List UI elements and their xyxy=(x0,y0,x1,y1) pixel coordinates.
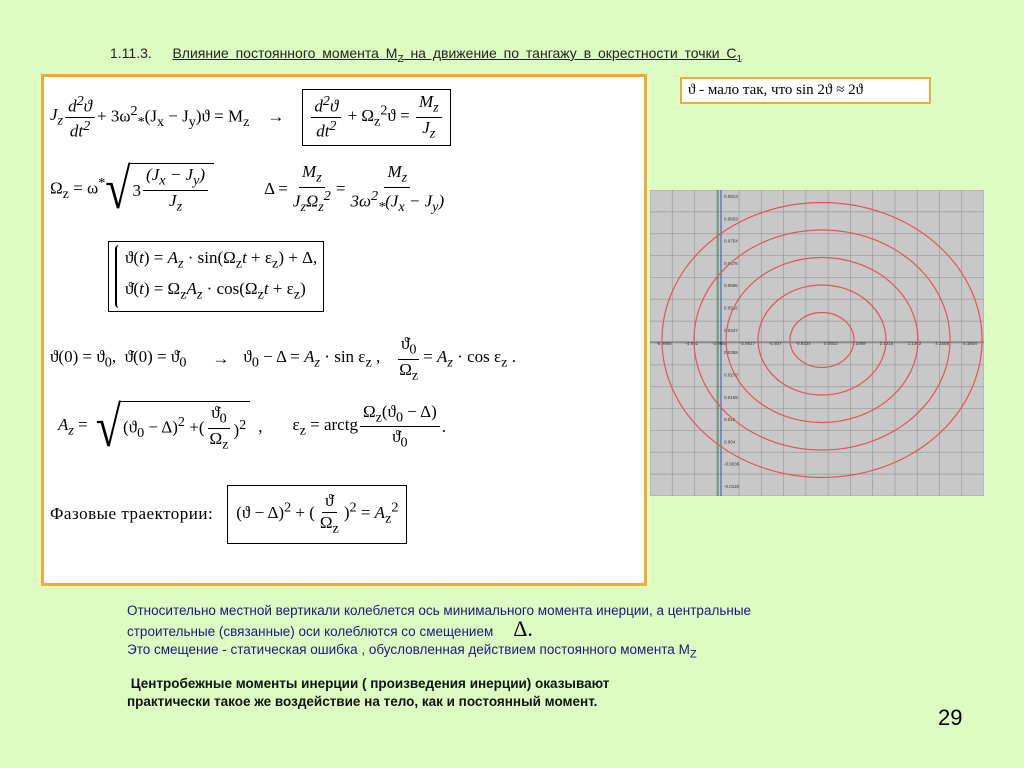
x-tick-label: -1.937 xyxy=(768,341,782,346)
small-angle-note: ϑ - мало так, что sin 2ϑ ≈ 2ϑ xyxy=(680,77,931,104)
page-number: 29 xyxy=(938,705,963,730)
bold-paragraph xyxy=(127,675,827,711)
x-tick-label: -4.981 xyxy=(685,341,699,346)
equation-of-motion: $J_z$ $\frac{d^2ϑ}{dt^2}$ + $3\omega^2_*(J_x - J_y)ϑ = M_z$ → $\frac{d^2ϑ}{dt^2}$ + $\Omega_z^2ϑ$ = $\frac{M_z}{J_z}$ xyxy=(50,89,451,146)
normalized-equation: $\frac{d^2ϑ}{dt^2}$ + $\Omega_z^2ϑ$ = $\frac{M_z}{J_z}$ xyxy=(302,89,450,146)
solution-system xyxy=(108,241,324,312)
y-tick-label: 0.012 xyxy=(724,417,736,423)
y-tick-label: 0.0437 xyxy=(724,327,738,333)
x-tick-label: -5.9956 xyxy=(656,341,672,346)
para-line-3: Это смещение - статическая ошибка , обусловленная действием постоянного момента $M_Z$ xyxy=(127,642,697,661)
para-line-1: Относительно местной вертикали колеблется ось минимального момента инерции, а центральные xyxy=(127,603,752,618)
amplitude-phase: $A_z$ = √ $(ϑ_0 - \Delta)^2$ + ( $\frac{ϑ̇_0}{\Omega_z}$ )$^2$ , $\varepsilon_z$ = arctg $\frac{\Omega_z(ϑ_0 - \Delta)}{ϑ̇_0}$ . xyxy=(58,394,447,459)
delta-symbol: Δ. xyxy=(513,616,533,641)
explanation-paragraph xyxy=(127,602,927,664)
initial-conditions: $ϑ(0) = ϑ_0$, ϑ̇(0) = $ϑ̇_0$ → $ϑ_0 - \Delta = A_z \cdot \sin \varepsilon_z$ , $\frac{ϑ̇_0}{\Omega_z}$ = $A_z \cdot \cos \varepsilon_z$ . xyxy=(50,334,516,384)
bold-line-2: практически такое же воздействие на тело, как и постоянный момент. xyxy=(127,694,598,709)
x-tick-label: 2.1215 xyxy=(879,341,894,346)
phase-label: Фазовые траектории: xyxy=(50,504,214,524)
y-tick-label: 0.004 xyxy=(724,439,736,445)
y-tick-label: 0.0913 xyxy=(724,194,738,199)
x-tick-label: 4.1508 xyxy=(935,341,950,346)
phase-trajectories xyxy=(50,485,407,544)
phase-trajectory-ring xyxy=(662,203,982,478)
y-tick-label: 0.0358 xyxy=(724,350,738,356)
phase-trajectory-ring xyxy=(726,258,918,423)
x-tick-label: 0.0922 xyxy=(824,341,838,346)
y-tick-label: -0.0039 xyxy=(724,461,740,467)
phase-equation: $(ϑ - \Delta)^2$ + ( $\frac{ϑ̇}{\Omega_z}$ )$^2 = A_z^2$ xyxy=(227,485,407,544)
slide-title xyxy=(110,45,742,65)
phase-trajectory-ring xyxy=(758,285,886,395)
system-line-2: ϑ̇(t) = $\Omega_zA_z \cdot \cos(\Omega_zt + \varepsilon_z)$ xyxy=(125,279,306,303)
y-tick-label: 0.0516 xyxy=(724,305,738,311)
title-prefix: 1.11.3. xyxy=(110,45,152,61)
x-tick-label: 5.1654 xyxy=(963,341,977,346)
x-tick-label: -3.9664 xyxy=(712,341,728,346)
y-tick-label: 0.0754 xyxy=(724,238,738,244)
x-tick-label: 3.1362 xyxy=(907,341,922,346)
y-tick-label: 0.0596 xyxy=(724,283,738,289)
para-line-2: строительные (связанные) оси колеблются со смещением Δ. xyxy=(127,616,533,641)
y-tick-label: 0.0278 xyxy=(724,372,738,378)
formula-panel xyxy=(41,74,647,586)
omega-delta-definitions: $\Omega_z = \omega^*$ √ 3 $\frac{(J_x - J_y)}{J_z}$ Δ = $\frac{M_z}{J_z\Omega_z^2}$ = $\frac{M_z}{3\omega^2_*(J_x - J_y)}$ xyxy=(50,156,445,221)
y-tick-label: -0.0118 xyxy=(724,484,739,489)
title-main: Влияние постоянного момента $M_Z$ на движение по тангажу в окрестности точки $C_1$ xyxy=(172,45,743,65)
x-tick-label: -0.9224 xyxy=(795,341,811,346)
y-tick-label: 0.0199 xyxy=(724,394,738,400)
y-tick-label: 0.0675 xyxy=(724,260,738,266)
phase-trajectory-ring xyxy=(790,313,854,368)
system-line-1: $ϑ(t) = A_z \cdot \sin(\Omega_zt + \varepsilon_z) + \Delta$, xyxy=(125,248,318,272)
phase-portrait-svg xyxy=(650,190,984,496)
y-tick-label: 0.0833 xyxy=(724,216,738,222)
x-tick-label: -2.9517 xyxy=(739,341,756,346)
phase-portrait-plot xyxy=(650,190,984,496)
bold-line-1: Центробежные моменты инерции ( произведения инерции) оказывают xyxy=(127,676,610,691)
x-tick-label: 1.1069 xyxy=(851,341,866,346)
